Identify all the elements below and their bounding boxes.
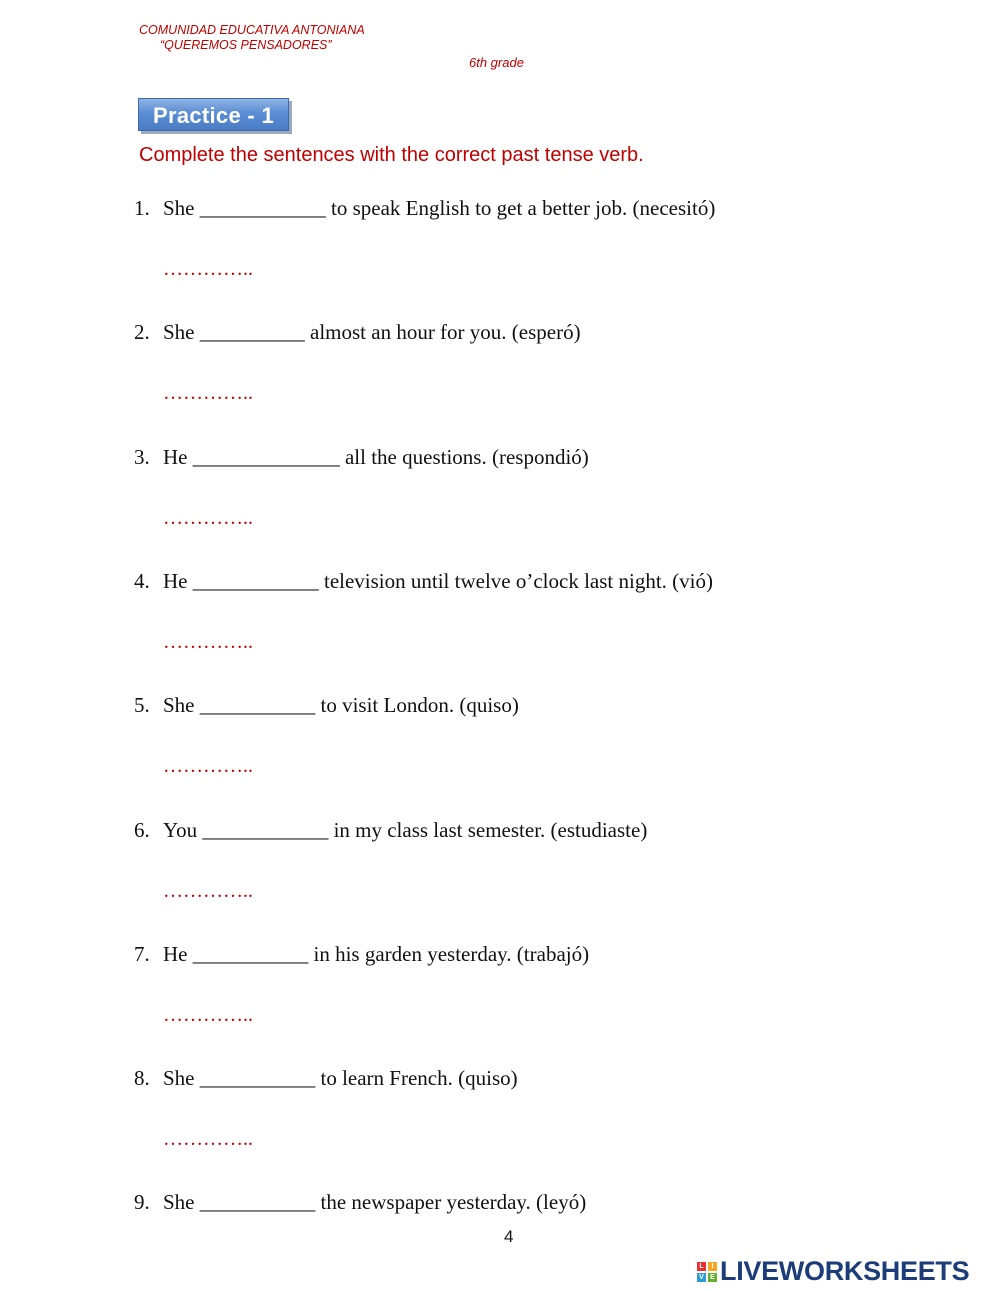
item-sentence: She ____________ to speak English to get a better job. (necesitó) — [163, 196, 716, 220]
exercise-item — [134, 693, 519, 718]
item-sentence: He ______________ all the questions. (respondió) — [163, 445, 589, 469]
exercise-item — [134, 445, 589, 470]
logo-letter: V — [697, 1273, 706, 1282]
logo-text: LIVEWORKSHEETS — [720, 1256, 970, 1286]
instruction-text: Complete the sentences with the correct past tense verb. — [139, 144, 644, 166]
grade-label: 6th grade — [469, 55, 524, 70]
answer-field[interactable] — [163, 755, 323, 778]
exercise-item — [134, 196, 715, 221]
practice-title: Practice - 1 — [138, 98, 289, 131]
item-number: 4. — [134, 569, 150, 593]
item-sentence: You ____________ in my class last semester. (estudiaste) — [163, 818, 648, 842]
item-sentence: He ____________ television until twelve o’clock last night. (vió) — [163, 569, 713, 593]
item-number: 3. — [134, 445, 150, 469]
exercise-item — [134, 569, 713, 594]
item-number: 2. — [134, 320, 150, 344]
exercise-item — [134, 320, 581, 345]
item-number: 9. — [134, 1190, 150, 1214]
answer-field[interactable] — [163, 258, 323, 281]
answer-field[interactable] — [163, 507, 323, 530]
page-number: 4 — [504, 1227, 514, 1246]
answer-field[interactable] — [163, 631, 323, 654]
school-name: COMUNIDAD EDUCATIVA ANTONIANA — [139, 23, 365, 37]
item-number: 7. — [134, 942, 150, 966]
logo-letter: L — [697, 1262, 706, 1271]
answer-field[interactable] — [163, 382, 323, 405]
item-sentence: She ___________ the newspaper yesterday. (leyó) — [163, 1190, 587, 1214]
logo-letter: E — [708, 1273, 717, 1282]
item-number: 5. — [134, 693, 150, 717]
item-sentence: He ___________ in his garden yesterday. (trabajó) — [163, 942, 590, 966]
liveworksheets-logo — [697, 1256, 969, 1287]
item-number: 6. — [134, 818, 150, 842]
item-number: 1. — [134, 196, 150, 220]
exercise-item — [134, 1066, 518, 1091]
item-sentence: She __________ almost an hour for you. (esperó) — [163, 320, 581, 344]
exercise-item — [134, 818, 647, 843]
school-motto: “QUEREMOS PENSADORES” — [160, 38, 332, 52]
item-number: 8. — [134, 1066, 150, 1090]
logo-grid-icon — [697, 1262, 717, 1282]
answer-field[interactable] — [163, 1004, 323, 1027]
exercise-item — [134, 942, 589, 967]
item-sentence: She ___________ to learn French. (quiso) — [163, 1066, 518, 1090]
logo-letter: I — [708, 1262, 717, 1271]
exercise-item — [134, 1190, 586, 1215]
answer-field[interactable] — [163, 1128, 323, 1151]
answer-field[interactable] — [163, 880, 323, 903]
item-sentence: She ___________ to visit London. (quiso) — [163, 693, 519, 717]
